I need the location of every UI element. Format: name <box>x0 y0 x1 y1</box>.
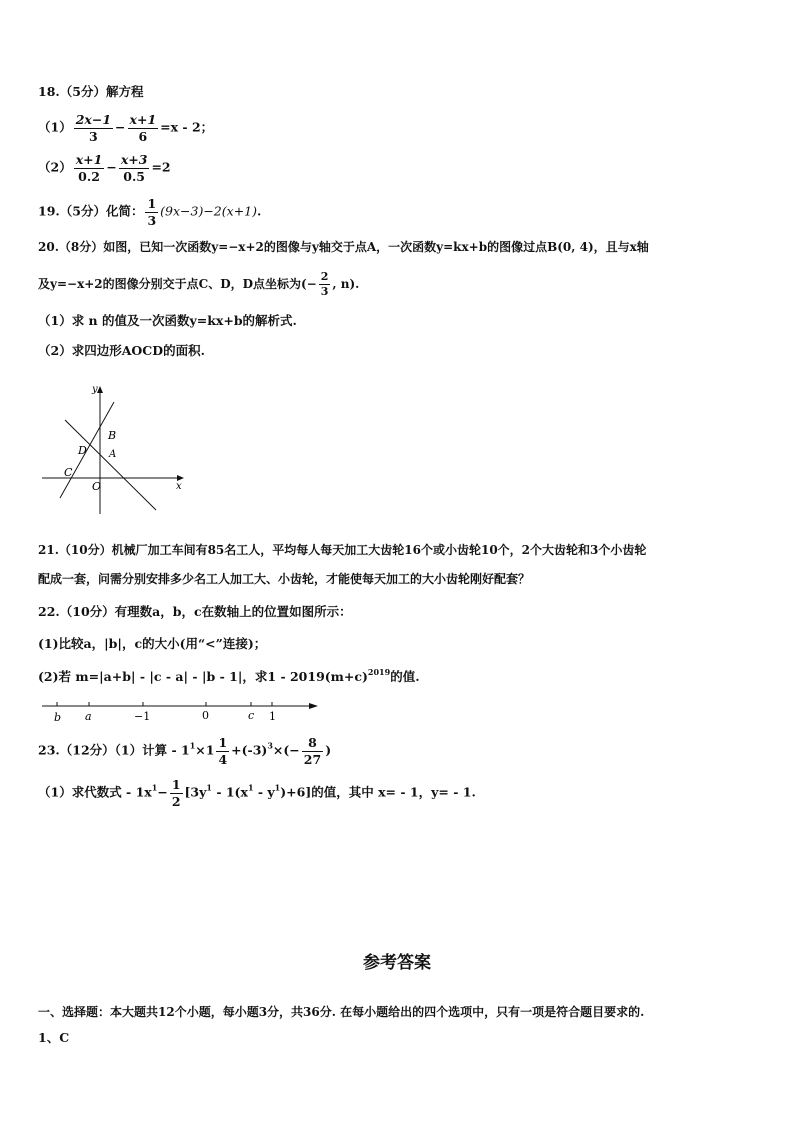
q23-part2-bracket: [3y <box>184 784 207 800</box>
q19-fraction <box>145 196 158 228</box>
fraction-numerator: 1 <box>171 777 181 792</box>
q23-part1 <box>38 735 331 767</box>
fraction-numerator: 1 <box>147 196 157 211</box>
fraction-denominator: 0.2 <box>78 168 100 184</box>
q18-part2 <box>38 152 171 184</box>
q23-part1-text: 23.（12分）（1）计算 - 1 <box>38 742 190 758</box>
q20-line2 <box>38 270 359 299</box>
q20-line1: 20.（8分）如图，已知一次函数y=−x+2的图像与y轴交于点A，一次函数y=kx+b的图像过点B(0, 4)，且与x轴 <box>38 240 649 254</box>
q22-line3-text: (2)若 m=|a+b| - |c - a| - |b - 1|，求1 - 2019(m+c) <box>38 669 368 684</box>
q23-part2-fraction <box>170 777 183 809</box>
line-y-kx-b <box>60 402 117 498</box>
fraction-numerator: 2 <box>320 270 329 283</box>
label-x: x <box>176 481 182 492</box>
label-C: C <box>64 466 73 479</box>
q19-heading: 19.（5分）化简： <box>38 203 144 219</box>
q21-line1: 21.（10分）机械厂加工车间有85名工人，平均每人每天加工大齿轮16个或小齿轮10个，2个大齿轮和3个小齿轮 <box>38 543 647 557</box>
q19 <box>38 196 261 228</box>
label-c: c <box>248 709 255 722</box>
q23-part1-plus: +(-3) <box>231 742 268 758</box>
label-B: B <box>108 429 117 442</box>
q22-line3 <box>38 667 420 685</box>
exponent: 1 <box>151 782 158 793</box>
q23-part2-end: )+6]的值，其中 x= - 1，y= - 1. <box>280 784 476 800</box>
q20-figure <box>38 380 188 520</box>
q23-part2 <box>38 777 476 809</box>
exponent: 3 <box>267 740 273 751</box>
fraction-numerator: 2x−1 <box>75 112 112 127</box>
q21-line2: 配成一套，问需分别安排多少名工人加工大、小齿轮，才能使每天加工的大小齿轮刚好配套？ <box>38 572 531 586</box>
q20-sub2: （2）求四边形AOCD的面积. <box>38 343 205 358</box>
fraction-denominator: 0.5 <box>123 168 145 184</box>
q23-part2-term: - 1(x <box>211 784 248 800</box>
label-y: y <box>92 384 98 395</box>
exponent: 1 <box>274 782 281 793</box>
q18-part1-label: （1） <box>38 119 72 135</box>
q20-fraction <box>319 270 331 299</box>
fraction-denominator: 4 <box>218 751 228 767</box>
label-A: A <box>109 449 117 460</box>
fraction-denominator: 3 <box>89 128 98 144</box>
label-one: 1 <box>269 710 276 723</box>
q18-part1-fraction1 <box>74 112 113 144</box>
q19-period: . <box>257 203 262 219</box>
q22-line1: 22.（10分）有理数a，b，c在数轴上的位置如图所示： <box>38 604 352 619</box>
q20-sub1: （1）求 n 的值及一次函数y=kx+b的解析式. <box>38 313 297 328</box>
fraction-numerator: 8 <box>302 735 323 752</box>
q20-line2-end: , n). <box>332 276 360 291</box>
label-D: D <box>78 444 87 457</box>
number-line-arrow <box>309 703 318 709</box>
fraction-denominator: 3 <box>147 212 157 228</box>
q23-part1-close: ) <box>325 742 332 758</box>
answers-title: 参考答案 <box>363 953 431 973</box>
q23-part1-times: ×1 <box>195 742 215 758</box>
exponent: 1 <box>189 740 196 751</box>
fraction-denominator: 2 <box>171 793 181 809</box>
minus-sign: − <box>106 159 117 175</box>
q23-part1-times2: ×(− <box>272 742 300 758</box>
q23-part1-fraction2 <box>302 735 323 767</box>
q23-part2-text: （1）求代数式 - 1x <box>38 784 152 800</box>
fraction-denominator: 3 <box>320 284 329 298</box>
q18-part1 <box>38 112 213 144</box>
q23-part2-term2: - y <box>253 784 275 800</box>
label-O: O <box>92 480 102 493</box>
q22-line2: (1)比较a，|b|，c的大小(用“<”连接)； <box>38 636 267 651</box>
minus-sign: − <box>157 784 168 800</box>
q18-part2-label: （2） <box>38 159 72 175</box>
minus-sign: − <box>115 119 126 135</box>
fraction-numerator: x+1 <box>75 152 103 167</box>
fraction-denominator: 27 <box>303 751 322 767</box>
fraction-numerator: x+3 <box>120 152 148 167</box>
exponent: 1 <box>206 782 212 793</box>
q23-part1-fraction1 <box>216 735 229 767</box>
y-axis-arrow <box>97 386 103 393</box>
fraction-numerator: 1 <box>218 735 228 750</box>
label-b: b <box>54 711 62 724</box>
label-a: a <box>85 710 92 723</box>
q18-heading: 18.（5分）解方程 <box>38 84 144 99</box>
exponent: 1 <box>247 782 254 793</box>
label-minus-one: −1 <box>134 710 151 723</box>
q20-line2-text: 及y=−x+2的图像分别交于点C、D，D点坐标为(− <box>38 276 317 291</box>
fraction-numerator: x+1 <box>129 112 157 127</box>
answers-intro: 一、选择题：本大题共12个小题，每小题3分，共36分. 在每小题给出的四个选项中，只有一项是符合题目要求的. <box>38 1005 645 1019</box>
q18-part2-fraction1 <box>74 152 105 184</box>
answer-1: 1、C <box>38 1030 70 1045</box>
q19-expression: (9x−3)−2(x+1) <box>160 203 257 219</box>
label-zero: 0 <box>202 709 209 722</box>
q18-part1-fraction2 <box>128 112 159 144</box>
q18-part1-rhs: =x - 2； <box>160 119 214 135</box>
q18-part2-rhs: =2 <box>151 159 171 175</box>
q18-part2-fraction2 <box>119 152 150 184</box>
q22-exponent: 2019 <box>367 667 391 677</box>
q22-line3-end: 的值. <box>390 669 420 684</box>
q22-number-line <box>38 696 323 724</box>
fraction-denominator: 6 <box>138 128 148 144</box>
